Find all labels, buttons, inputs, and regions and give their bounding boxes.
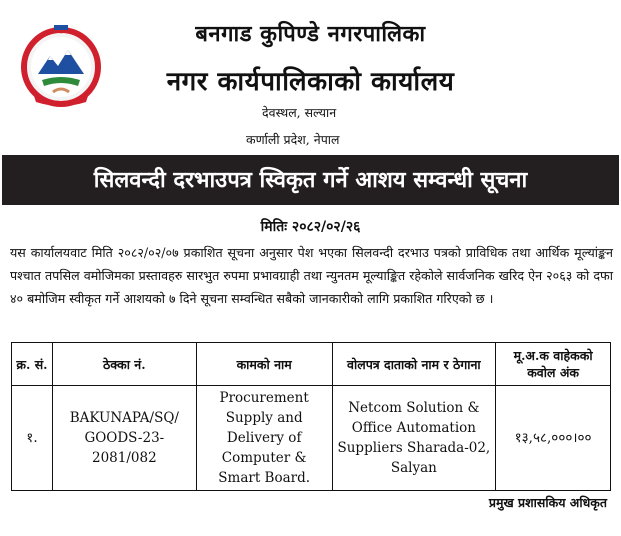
cell-contract-no: BAKUNAPA/SQ/ GOODS-23-2081/082 bbox=[52, 386, 196, 491]
notice-body: यस कार्यालयवाट मिति २०८२/०२/०७ प्रकाशित सूचना अनुसार पेश भएका सिलवन्दी दरभाउ पत्रको प्राविधिक तथा आर्थिक मूल्यांङ्कन पश्चात तपसिल वमोजिमका प्रस्तावहरु सारभुत रुपमा प्रभावग्राही तथा न्युनतम मूल्याङ्कित रहेकोले सार्वजनिक खरिद ऐन २०६३ को दफा ४० बमोजिम स्वीकृत गर्ने आशयको ७ दिने सूचना सम्वन्धित सबैको जानकारीको लागि प्रकाशित गरिएको छ । bbox=[10, 245, 613, 306]
header-bidder: वोलपत्र दाताको नाम र ठेगाना bbox=[332, 343, 496, 386]
bid-table bbox=[11, 342, 611, 491]
cell-amount: १३,५८,०००।०० bbox=[496, 386, 611, 491]
cell-work-name: Procurement Supply and Delivery of Computer & Smart Board. bbox=[196, 386, 332, 491]
office-name: नगर कार्यपालिकाको कार्यालय bbox=[166, 67, 455, 97]
header-work-name: कामको नाम bbox=[196, 343, 332, 386]
address-line-2: कर्णाली प्रदेश, नेपाल bbox=[246, 132, 340, 147]
table-header-row bbox=[12, 343, 611, 386]
header-sn: क्र. सं. bbox=[12, 343, 53, 386]
table-row bbox=[12, 386, 611, 491]
notice-title-banner: सिलवन्दी दरभाउपत्र स्विकृत गर्ने आशय सम्वन्धी सूचना bbox=[2, 155, 619, 205]
header-amount: मू.अ.क वाहेकको कवोल अंक bbox=[496, 343, 611, 386]
municipality-name: बनगाड कुपिण्डे नगरपालिका bbox=[195, 21, 426, 47]
cell-sn: १. bbox=[12, 386, 53, 491]
cell-bidder: Netcom Solution & Office Automation Suppliers Sharada-02, Salyan bbox=[332, 386, 496, 491]
notice-date: मितिः २०८२/०२/२६ bbox=[260, 219, 361, 235]
header-contract-no: ठेक्का नं. bbox=[52, 343, 196, 386]
address-line-1: देवस्थल, सल्यान bbox=[262, 105, 337, 120]
signature-title: प्रमुख प्रशासकिय अधिकृत bbox=[488, 495, 607, 510]
